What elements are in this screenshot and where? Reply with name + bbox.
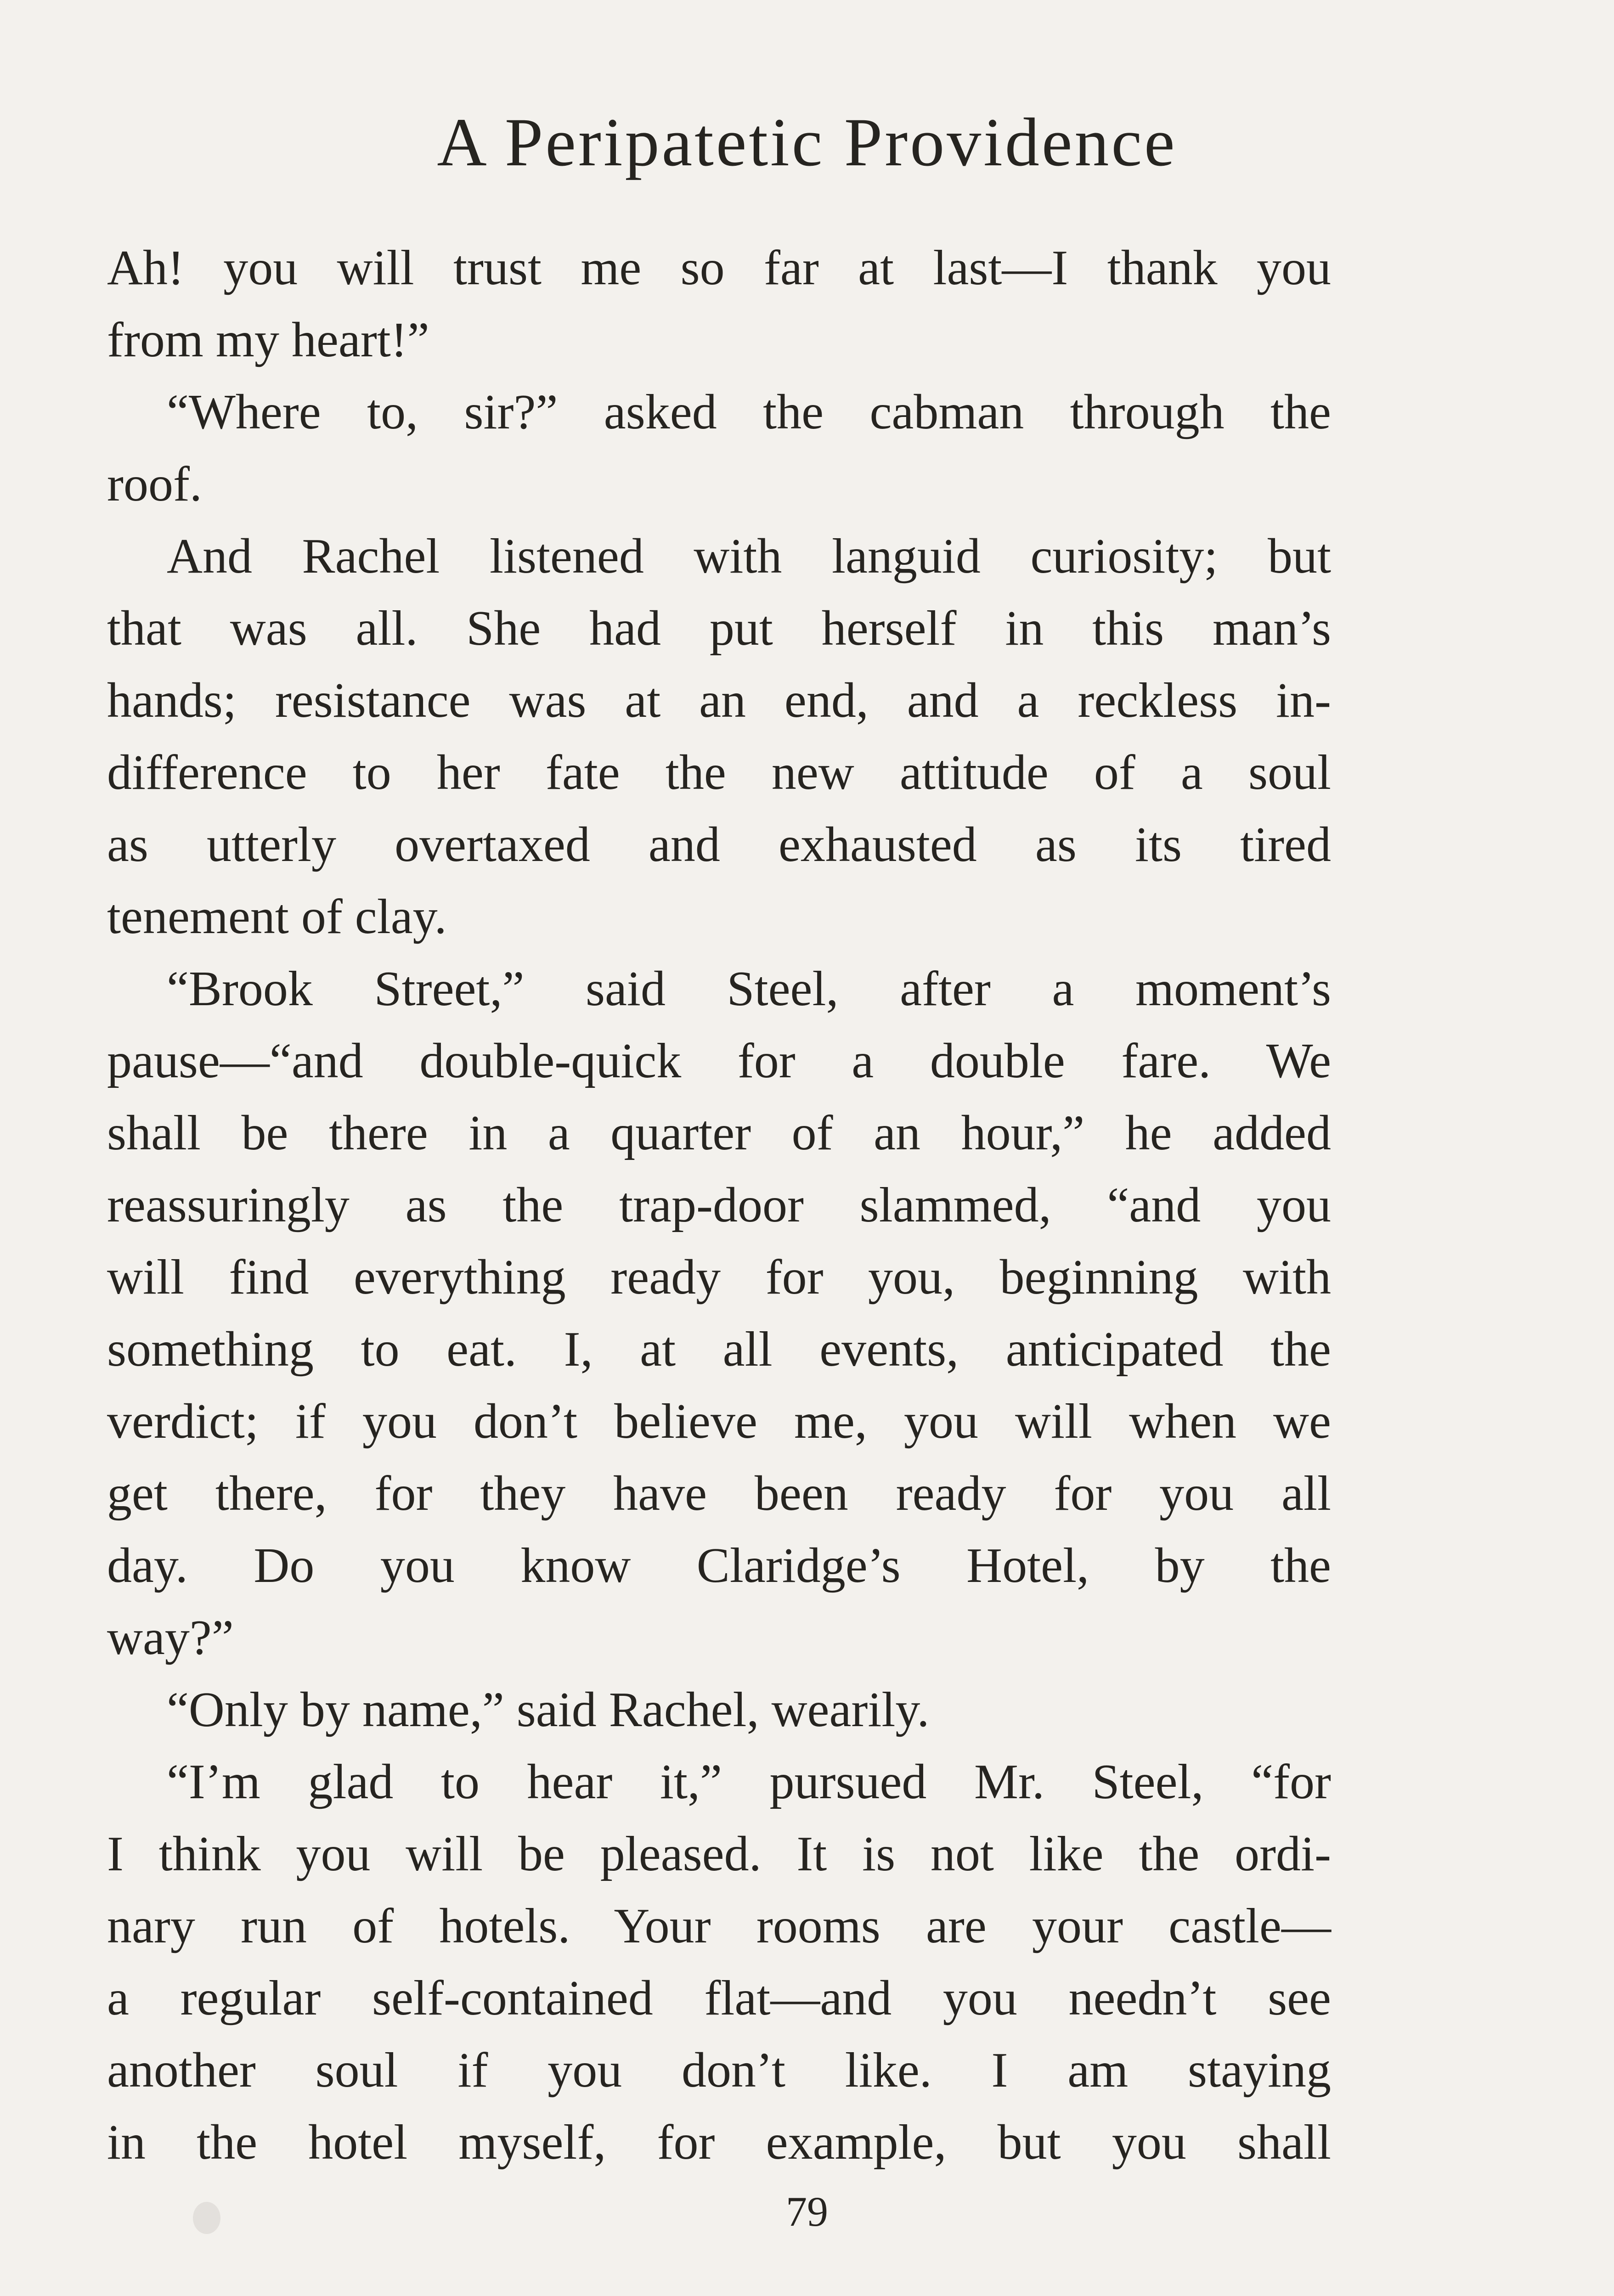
text-line: pause—“and double-quick for a double fare. We <box>107 1034 1331 1088</box>
running-head: A Peripatetic Providence <box>437 104 1177 180</box>
text-line: roof. <box>107 457 202 512</box>
body-text <box>107 232 1331 2178</box>
text-line: that was all. She had put herself in this man’s <box>107 601 1331 656</box>
text-line: And Rachel listened with languid curiosity; but <box>167 529 1331 584</box>
text-line: another soul if you don’t like. I am staying <box>107 2043 1331 2098</box>
page-number: 79 <box>786 2188 828 2235</box>
text-line: a regular self-contained flat—and you needn’t see <box>107 1971 1331 2026</box>
text-line: way?” <box>107 1610 234 1665</box>
text-line: from my heart!” <box>107 313 429 367</box>
text-line: reassuringly as the trap-door slammed, “and you <box>107 1178 1331 1232</box>
text-line: Ah! you will trust me so far at last—I thank you <box>107 241 1331 295</box>
text-line: tenement of clay. <box>107 889 447 944</box>
text-line: hands; resistance was at an end, and a reckless in- <box>107 673 1331 728</box>
text-line: shall be there in a quarter of an hour,” he added <box>107 1106 1331 1160</box>
text-line: “Where to, sir?” asked the cabman through the <box>167 385 1331 439</box>
text-line: day. Do you know Claridge’s Hotel, by the <box>107 1538 1331 1593</box>
text-line: I think you will be pleased. It is not like the ordi- <box>107 1827 1331 1881</box>
text-line: verdict; if you don’t believe me, you will when we <box>107 1394 1331 1449</box>
text-line: difference to her fate the new attitude of a soul <box>107 745 1331 800</box>
text-line: something to eat. I, at all events, anticipated the <box>107 1322 1331 1377</box>
text-line: as utterly overtaxed and exhausted as its tired <box>107 817 1331 872</box>
text-line: “Brook Street,” said Steel, after a moment’s <box>167 962 1331 1016</box>
text-line: “Only by name,” said Rachel, wearily. <box>167 1683 930 1737</box>
text-line: get there, for they have been ready for you all <box>107 1466 1331 1521</box>
text-line: will find everything ready for you, beginning with <box>107 1250 1331 1305</box>
text-line: nary run of hotels. Your rooms are your castle— <box>107 1899 1331 1953</box>
text-line: “I’m glad to hear it,” pursued Mr. Steel, “for <box>167 1755 1331 1809</box>
text-line: in the hotel myself, for example, but you shall <box>107 2115 1331 2170</box>
